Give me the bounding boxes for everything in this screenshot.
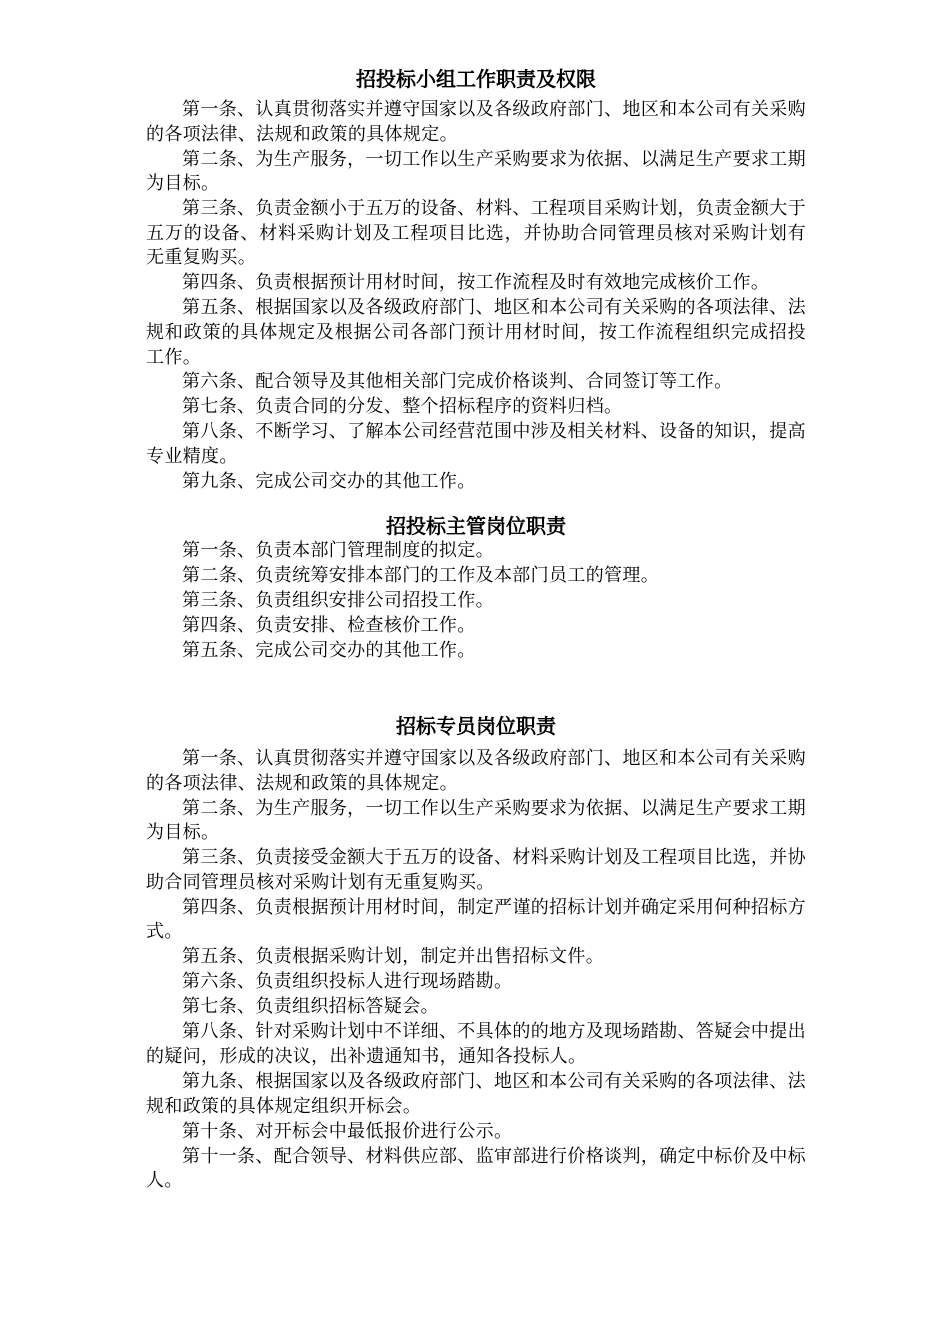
- clause: 第三条、负责接受金额大于五万的设备、材料采购计划及工程项目比选，并协助合同管理员核对采购计划有无重复购买。: [146, 847, 806, 893]
- clause: 第六条、配合领导及其他相关部门完成价格谈判、合同签订等工作。: [182, 371, 733, 393]
- section-bidding-team: [146, 66, 806, 495]
- clause: 第五条、根据国家以及各级政府部门、地区和本公司有关采购的各项法律、法规和政策的具体规定及根据公司各部门预计用材时间，按工作流程组织完成招投工作。: [146, 297, 806, 368]
- clause: 第二条、为生产服务，一切工作以生产采购要求为依据、以满足生产要求工期为目标。: [146, 148, 806, 195]
- clause: 第一条、认真贯彻落实并遵守国家以及各级政府部门、地区和本公司有关采购的各项法律、法规和政策的具体规定。: [146, 748, 806, 794]
- clause: 第五条、负责根据采购计划，制定并出售招标文件。: [182, 946, 605, 968]
- clause: 第二条、为生产服务，一切工作以生产采购要求为依据、以满足生产要求工期为目标。: [146, 797, 806, 844]
- clause: 第七条、负责合同的分发、整个招标程序的资料归档。: [182, 396, 623, 418]
- clause: 第三条、负责组织安排公司招投工作。: [182, 589, 494, 611]
- clause: 第九条、完成公司交办的其他工作。: [182, 471, 476, 493]
- clause: 第二条、负责统筹安排本部门的工作及本部门员工的管理。: [182, 564, 660, 586]
- clause: 第四条、负责根据预计用材时间，按工作流程及时有效地完成核价工作。: [182, 272, 770, 294]
- clause: 第八条、针对采购计划中不详细、不具体的的地方及现场踏勘、答疑会中提出的疑问，形成的决议，出补遗通知书，通知各投标人。: [146, 1021, 806, 1068]
- section-title: 招投标主管岗位职责: [386, 513, 566, 538]
- section-bidding-specialist: [146, 713, 806, 1194]
- section-title: 招投标小组工作职责及权限: [356, 67, 596, 91]
- clause: 第五条、完成公司交办的其他工作。: [182, 639, 476, 661]
- clause: 第六条、负责组织投标人进行现场踏勘。: [182, 971, 513, 993]
- clause: 第七条、负责组织招标答疑会。: [182, 996, 439, 1018]
- clause: 第十条、对开标会中最低报价进行公示。: [182, 1120, 513, 1142]
- clause: 第九条、根据国家以及各级政府部门、地区和本公司有关采购的各项法律、法规和政策的具体规定组织开标会。: [146, 1071, 806, 1117]
- section-title: 招标专员岗位职责: [396, 714, 556, 739]
- clause: 第十一条、配合领导、材料供应部、监审部进行价格谈判，确定中标价及中标人。: [146, 1145, 806, 1192]
- clause: 第八条、不断学习、了解本公司经营范围中涉及相关材料、设备的知识，提高专业精度。: [146, 421, 806, 468]
- clause: 第一条、认真贯彻落实并遵守国家以及各级政府部门、地区和本公司有关采购的各项法律、法规和政策的具体规定。: [146, 99, 806, 145]
- section-bidding-supervisor: [146, 513, 806, 664]
- clause: 第三条、负责金额小于五万的设备、材料、工程项目采购计划，负责金额大于五万的设备、材料采购计划及工程项目比选，并协助合同管理员核对采购计划有无重复购买。: [146, 198, 806, 269]
- document-page: [146, 66, 806, 1194]
- clause: 第四条、负责安排、检查核价工作。: [182, 614, 476, 636]
- clause: 第一条、负责本部门管理制度的拟定。: [182, 539, 494, 561]
- clause: 第四条、负责根据预计用材时间，制定严谨的招标计划并确定采用何种招标方式。: [146, 896, 806, 943]
